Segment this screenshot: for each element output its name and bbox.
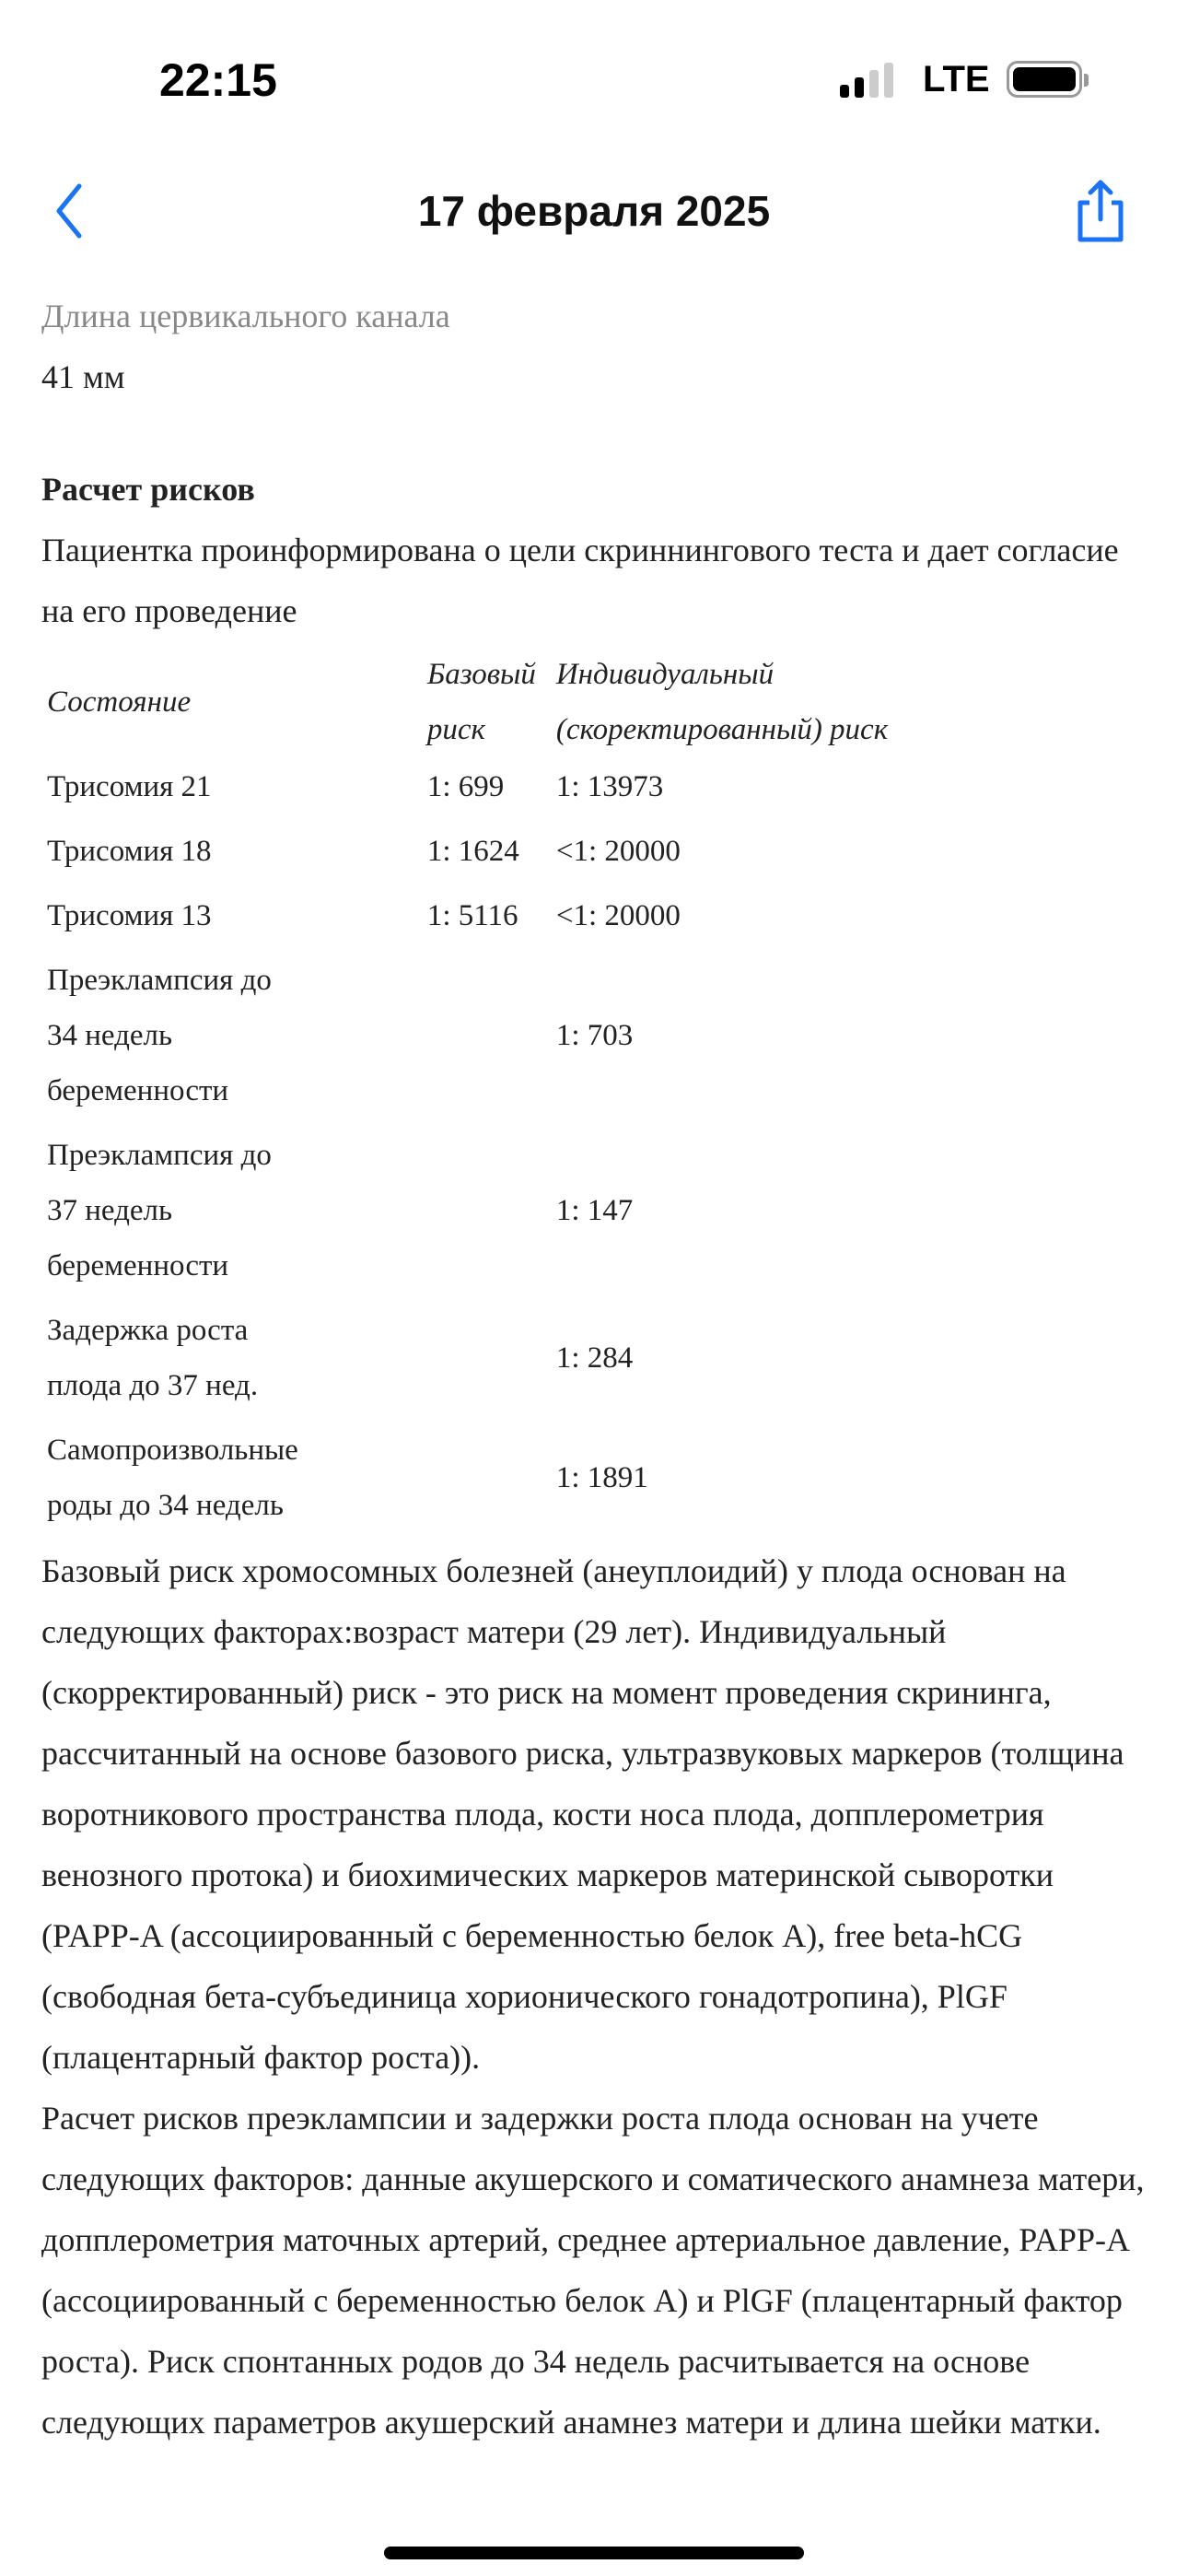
cell-individual: 1: 703 — [555, 1019, 634, 1052]
cervical-length-value: 41 мм — [41, 358, 125, 395]
note-aneuploidy: Базовый риск хромосомных болезней (анеуплоидий) у плода основан на следующих факторах:возраст матери (29 лет). Индивидуальный (скорректированный) риск - это риск на момент проведения скрининга, рассчитанный на основе базового риска, ультразвуковых маркеров (толщина воротникового пространства плода, кости носа плода, допплерометрия венозного протока) и биохимических маркеров материнской сыворотки (PAPP-A (ассоциированный с беременностью белок А), free beta-hCG (свободная бета-субъединица хорионического гонадотропина), PlGF (плацентарный фактор роста)). — [41, 1552, 1124, 2076]
header-condition: Состояние — [47, 685, 192, 719]
header-ind-2: (скоректированный) риск — [555, 713, 889, 746]
cell-condition: Трисомия 18 — [47, 835, 212, 868]
risk-heading: Расчет рисков — [41, 471, 255, 508]
risk-intro: Пациентка проинформирована о цели скриннингового теста и дает согласие на его проведение — [41, 532, 1119, 629]
home-indicator — [384, 2547, 804, 2559]
table-header — [47, 647, 888, 757]
cell-base — [427, 1126, 556, 1301]
cell-condition: Трисомия 13 — [47, 899, 212, 932]
cell-individual: 1: 284 — [555, 1341, 634, 1375]
cell-individual: 1: 13973 — [555, 770, 664, 803]
cell-individual: <1: 20000 — [555, 835, 681, 868]
cell-condition: Преэклампсия до 37 недель беременности — [47, 1139, 272, 1282]
cervical-length-label: Длина цервикального канала — [41, 298, 450, 334]
note-preeclampsia: Расчет рисков преэклампсии и задержки роста плода основан на учете следующих факторов: данные акушерского и соматического анамнеза матери, допплерометрия маточных артерий, среднее артериальное давление, PAPP-A (ассоциированный с беременностью белок А) и PlGF (плацентарный фактор роста). Риск спонтанных родов до 34 недель расчитывается на основе следующих параметров акушерский анамнез матери и длина шейки матки. — [41, 2100, 1145, 2441]
share-icon[interactable] — [1073, 175, 1128, 249]
header-base-1: Базовый — [426, 658, 536, 691]
risk-table — [47, 647, 888, 1540]
header-ind-1: Индивидуальный — [555, 658, 775, 691]
cell-condition: Преэклампсия до 34 недель беременности — [47, 964, 272, 1107]
status-bar — [0, 0, 1188, 157]
table-row — [47, 757, 888, 822]
header-base-2: риск — [426, 713, 485, 746]
table-row — [47, 1126, 888, 1301]
cell-base: 1: 1624 — [426, 835, 519, 868]
report-content — [41, 286, 1151, 2453]
cell-condition: Трисомия 21 — [47, 770, 212, 803]
table-row — [47, 822, 888, 886]
cell-base — [427, 1421, 556, 1540]
table-row — [47, 1301, 888, 1421]
cell-individual: <1: 20000 — [555, 899, 681, 932]
page-title: 17 февраля 2025 — [417, 187, 771, 235]
nav-bar — [0, 166, 1188, 258]
cell-condition: Задержка роста плода до 37 нед. — [47, 1314, 259, 1402]
table-row — [47, 1421, 888, 1540]
cell-individual: 1: 147 — [555, 1194, 634, 1227]
battery-icon — [1007, 61, 1082, 98]
cell-base — [427, 1301, 556, 1421]
network-type: LTE — [923, 59, 990, 100]
cell-base: 1: 699 — [426, 770, 505, 803]
cell-condition: Самопроизвольные роды до 34 недель — [47, 1434, 298, 1522]
table-row — [47, 886, 888, 951]
cell-individual: 1: 1891 — [555, 1461, 648, 1494]
cell-base: 1: 5116 — [426, 899, 518, 932]
signal-icon — [840, 63, 893, 98]
table-row — [47, 951, 888, 1126]
status-time: 22:15 — [159, 54, 277, 106]
cell-base — [427, 951, 556, 1126]
